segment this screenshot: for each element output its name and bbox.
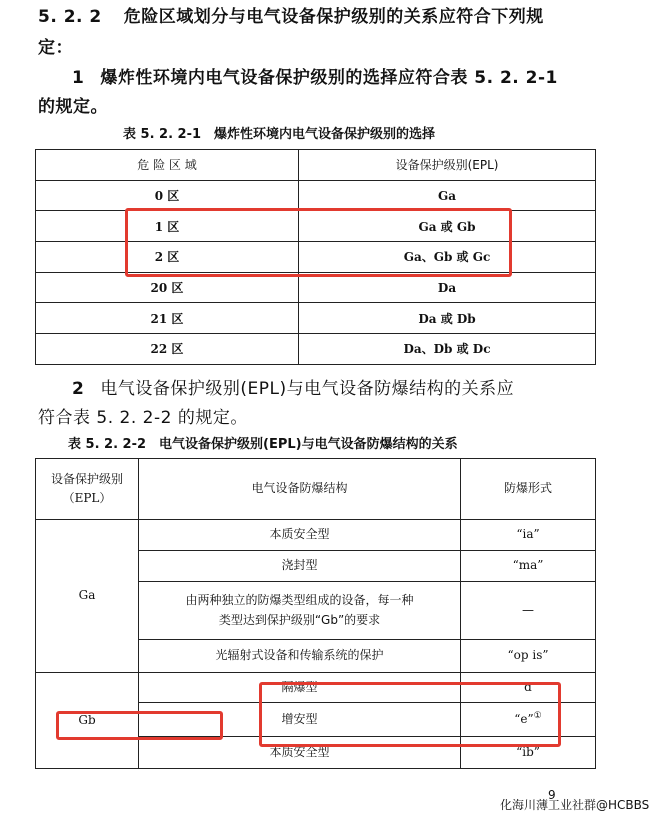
table-row xyxy=(36,272,596,303)
zone-cell: 21 区 xyxy=(36,303,299,334)
type-cell: “ib” xyxy=(461,737,596,769)
table-row xyxy=(36,673,596,703)
structure-line2: 类型达到保护级别“Gb”的要求 xyxy=(218,612,381,627)
page-number: 9 xyxy=(548,788,556,802)
item2-line1 xyxy=(72,374,514,399)
table1 xyxy=(35,149,596,365)
structure-cell: 本质安全型 xyxy=(139,520,461,551)
type-cell: “d” xyxy=(461,673,596,703)
table-row xyxy=(36,303,596,334)
table-row xyxy=(36,520,596,551)
table-row xyxy=(36,334,596,365)
epl-cell: Da xyxy=(299,272,596,303)
structure-cell: 本质安全型 xyxy=(139,737,461,769)
zone-cell: 2 区 xyxy=(36,242,299,273)
structure-cell: 光辐射式设备和传输系统的保护 xyxy=(139,640,461,673)
item1-number: 1 xyxy=(72,68,85,88)
item2-number: 2 xyxy=(72,379,85,399)
table2-header-epl-line1: 设备保护级别 xyxy=(50,471,123,486)
table2-header-type: 防爆形式 xyxy=(461,459,596,520)
section-number: 5. 2. 2 xyxy=(38,7,102,27)
type-cell: “ma” xyxy=(461,551,596,582)
ga-label-cell: Ga xyxy=(36,520,139,673)
gb-label-cell: Gb xyxy=(36,673,139,769)
section-title-line1: 危险区域划分与电气设备保护级别的关系应符合下列规 xyxy=(123,7,544,27)
table2-caption: 表 5. 2. 2-2 电气设备保护级别(EPL)与电气设备防爆结构的关系 xyxy=(68,437,458,452)
structure-cell: 增安型 xyxy=(139,703,461,737)
epl-cell: Ga xyxy=(299,180,596,211)
item2-text-line2: 符合表 5. 2. 2-2 的规定。 xyxy=(38,408,248,428)
epl-cell: Ga 或 Gb xyxy=(299,211,596,242)
table-row xyxy=(36,211,596,242)
structure-cell xyxy=(139,582,461,640)
section-title-line2: 定： xyxy=(38,38,73,58)
type-cell: — xyxy=(461,582,596,640)
table2 xyxy=(35,458,596,769)
footnote-marker: ① xyxy=(533,711,542,722)
epl-cell: Ga、Gb 或 Gc xyxy=(299,242,596,273)
type-cell: “op is” xyxy=(461,640,596,673)
type-value: “e” xyxy=(514,712,534,727)
item1-line1 xyxy=(72,63,558,88)
table2-header-epl-line2: （EPL） xyxy=(62,491,112,505)
table1-caption: 表 5. 2. 2-1 爆炸性环境内电气设备保护级别的选择 xyxy=(123,127,436,142)
table2-header-epl xyxy=(36,459,139,520)
zone-cell: 22 区 xyxy=(36,334,299,365)
table1-header-row xyxy=(36,150,596,181)
watermark-text: 化海川薄工业社群@HCBBS xyxy=(500,798,650,812)
item1-text-line1: 爆炸性环境内电气设备保护级别的选择应符合表 5. 2. 2-1 xyxy=(100,68,558,88)
type-cell: “ia” xyxy=(461,520,596,551)
epl-cell: Da、Db 或 Dc xyxy=(299,334,596,365)
zone-cell: 0 区 xyxy=(36,180,299,211)
table-row xyxy=(36,180,596,211)
structure-cell: 隔爆型 xyxy=(139,673,461,703)
table1-header-zone: 危 险 区 域 xyxy=(36,150,299,181)
zone-cell: 1 区 xyxy=(36,211,299,242)
epl-cell: Da 或 Db xyxy=(299,303,596,334)
structure-line1: 由两种独立的防爆类型组成的设备，每一种 xyxy=(185,593,414,608)
section-heading xyxy=(38,2,544,27)
item2-text-line1: 电气设备保护级别(EPL)与电气设备防爆结构的关系应 xyxy=(100,379,515,399)
item1-text-line2: 的规定。 xyxy=(38,97,108,117)
table1-header-epl: 设备保护级别(EPL) xyxy=(299,150,596,181)
table2-header-row xyxy=(36,459,596,520)
table-row xyxy=(36,242,596,273)
type-cell xyxy=(461,703,596,737)
structure-cell: 浇封型 xyxy=(139,551,461,582)
zone-cell: 20 区 xyxy=(36,272,299,303)
table2-header-structure: 电气设备防爆结构 xyxy=(139,459,461,520)
